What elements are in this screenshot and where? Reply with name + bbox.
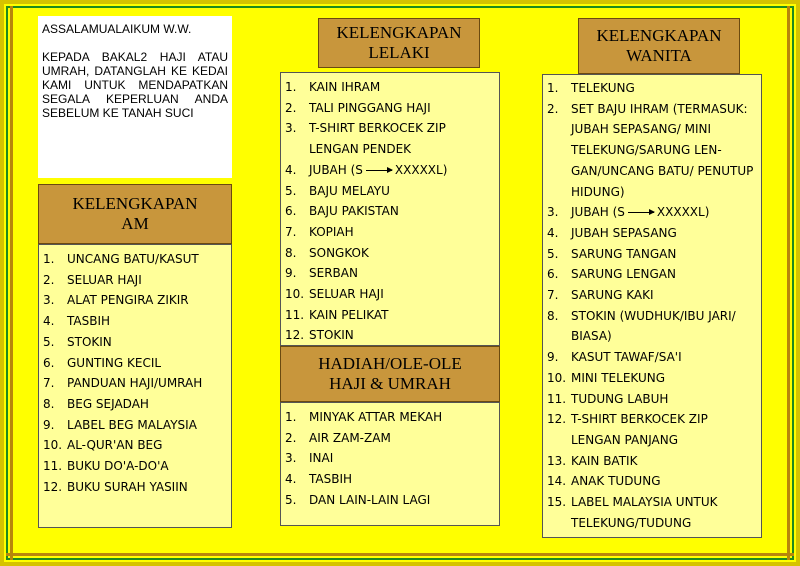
wanita-item-number: 9. bbox=[547, 350, 559, 365]
am-title-line1: KELENGKAPAN bbox=[72, 194, 198, 213]
lelaki-title-line1: KELENGKAPAN bbox=[336, 23, 462, 42]
wanita-item-text: SET BAJU IHRAM (TERMASUK: JUBAH SEPASANG/ MINI TELEKUNG/SARUNG LEN-GAN/UNCANG BATU/ PENUTUP HIDUNG) bbox=[571, 101, 754, 199]
am-list-item bbox=[43, 456, 231, 477]
am-title-line2: AM bbox=[121, 214, 149, 233]
right-arrow-icon bbox=[366, 170, 392, 171]
lelaki-item-text: JUBAH (S bbox=[309, 162, 363, 177]
hadiah-item-number: 4. bbox=[285, 472, 297, 487]
lelaki-list-item bbox=[285, 325, 499, 346]
am-list-item bbox=[43, 311, 231, 332]
lelaki-item-number: 8. bbox=[285, 245, 297, 260]
am-item-number: 9. bbox=[43, 417, 55, 432]
lelaki-list-item bbox=[285, 243, 499, 264]
lelaki-item-text: KAIN IHRAM bbox=[309, 80, 381, 94]
am-item-text: TASBIH bbox=[67, 314, 111, 329]
wanita-item-text: MINI TELEKUNG bbox=[571, 370, 666, 385]
am-item-number: 7. bbox=[43, 376, 55, 391]
wanita-item-text: STOKIN (WUDHUK/IBU JARI/ BIASA) bbox=[571, 308, 736, 344]
lelaki-item-number: 10. bbox=[285, 287, 305, 302]
hadiah-title-line2: HAJI & UMRAH bbox=[329, 374, 451, 393]
wanita-item-number: 4. bbox=[547, 225, 559, 240]
wanita-list-item bbox=[547, 368, 755, 389]
am-item-text: BUKU SURAH YASIIN bbox=[67, 479, 188, 494]
am-list-item bbox=[43, 435, 231, 456]
wanita-item-number: 10. bbox=[547, 370, 567, 385]
lelaki-item-number: 7. bbox=[285, 224, 297, 239]
lelaki-item-text-end: XXXXXL) bbox=[394, 162, 448, 177]
am-list-item bbox=[43, 270, 231, 291]
wanita-list-item bbox=[547, 78, 755, 99]
wanita-item-text: ANAK TUDUNG bbox=[571, 474, 661, 489]
wanita-item-number: 2. bbox=[547, 101, 559, 116]
am-list-item bbox=[43, 415, 231, 436]
right-arrow-icon bbox=[628, 212, 654, 213]
wanita-list-item bbox=[547, 202, 755, 223]
lelaki-item-number: 4. bbox=[285, 162, 297, 177]
am-item-number: 10. bbox=[43, 438, 63, 453]
wanita-list-item bbox=[547, 471, 755, 492]
wanita-item-text: JUBAH SEPASANG bbox=[571, 225, 677, 240]
am-item-number: 12. bbox=[43, 479, 63, 494]
wanita-item-number: 8. bbox=[547, 308, 559, 323]
hadiah-item-number: 1. bbox=[285, 410, 297, 424]
wanita-title-line2: WANITA bbox=[626, 46, 692, 65]
wanita-item-number: 15. bbox=[547, 495, 567, 510]
lelaki-item-text: STOKIN bbox=[309, 328, 354, 343]
wanita-list-box bbox=[542, 74, 762, 538]
am-list bbox=[43, 249, 231, 497]
hadiah-title-line1: HADIAH/OLE-OLE bbox=[318, 354, 462, 373]
hadiah-item-text: INAI bbox=[309, 451, 334, 466]
hadiah-list bbox=[285, 407, 499, 511]
lelaki-list-item bbox=[285, 201, 499, 222]
lelaki-list-item bbox=[285, 98, 499, 119]
wanita-list-item bbox=[547, 285, 755, 306]
am-item-number: 11. bbox=[43, 459, 63, 474]
lelaki-list-item bbox=[285, 160, 499, 181]
hadiah-item-text: DAN LAIN-LAIN LAGI bbox=[309, 492, 431, 507]
lelaki-list-item bbox=[285, 305, 499, 326]
wanita-list-item bbox=[547, 244, 755, 265]
wanita-item-number: 11. bbox=[547, 391, 567, 406]
lelaki-item-text: BAJU PAKISTAN bbox=[309, 204, 399, 219]
lelaki-list-item bbox=[285, 222, 499, 243]
wanita-list-item bbox=[547, 389, 755, 410]
hadiah-list-item bbox=[285, 428, 499, 449]
am-list-item bbox=[43, 290, 231, 311]
lelaki-item-text: TALI PINGGANG HAJI bbox=[309, 100, 431, 115]
lelaki-title-line2: LELAKI bbox=[368, 43, 430, 62]
am-item-text: BEG SEJADAH bbox=[67, 396, 149, 411]
wanita-item-text: TELEKUNG bbox=[571, 81, 635, 95]
wanita-list-item bbox=[547, 451, 755, 472]
am-list-item bbox=[43, 332, 231, 353]
wanita-item-text-end: XXXXXL) bbox=[656, 205, 710, 220]
wanita-item-number: 14. bbox=[547, 474, 567, 489]
lelaki-item-number: 3. bbox=[285, 121, 297, 136]
lelaki-list-item bbox=[285, 181, 499, 202]
lelaki-list-item bbox=[285, 284, 499, 305]
am-item-text: UNCANG BATU/KASUT bbox=[67, 252, 199, 266]
wanita-item-number: 6. bbox=[547, 267, 559, 282]
am-item-number: 8. bbox=[43, 396, 55, 411]
wanita-list bbox=[547, 78, 755, 533]
lelaki-item-text: KOPIAH bbox=[309, 224, 354, 239]
wanita-item-text: JUBAH (S bbox=[571, 205, 625, 220]
wanita-item-text: KAIN BATIK bbox=[571, 453, 638, 468]
lelaki-item-number: 12. bbox=[285, 328, 305, 343]
am-list-item bbox=[43, 249, 231, 270]
wanita-list-item bbox=[547, 347, 755, 368]
am-item-number: 5. bbox=[43, 334, 55, 349]
wanita-list-item bbox=[547, 409, 755, 450]
wanita-item-text: T-SHIRT BERKOCEK ZIP LENGAN PANJANG bbox=[571, 412, 708, 447]
hadiah-item-number: 3. bbox=[285, 451, 297, 466]
lelaki-list-box bbox=[280, 72, 500, 346]
wanita-item-number: 12. bbox=[547, 412, 567, 427]
am-item-text: SELUAR HAJI bbox=[67, 272, 142, 287]
wanita-list-item bbox=[547, 306, 755, 347]
hadiah-list-box bbox=[280, 402, 500, 526]
wanita-list-item bbox=[547, 492, 755, 533]
hadiah-list-item bbox=[285, 469, 499, 490]
wanita-item-number: 5. bbox=[547, 246, 559, 261]
am-item-text: BUKU DO'A-DO'A bbox=[67, 459, 169, 474]
greeting-box bbox=[38, 16, 232, 178]
hadiah-item-text: MINYAK ATTAR MEKAH bbox=[309, 410, 443, 424]
lelaki-list bbox=[285, 77, 499, 346]
lelaki-item-number: 11. bbox=[285, 307, 305, 322]
wanita-item-text: KASUT TAWAF/SA'I bbox=[571, 350, 682, 365]
lelaki-item-number: 6. bbox=[285, 204, 297, 219]
lelaki-item-text: KAIN PELIKAT bbox=[309, 307, 389, 322]
am-item-number: 1. bbox=[43, 252, 55, 266]
lelaki-list-item bbox=[285, 118, 499, 159]
wanita-list-item bbox=[547, 223, 755, 244]
am-list-item bbox=[43, 477, 231, 498]
hadiah-header bbox=[280, 346, 500, 402]
wanita-item-number: 7. bbox=[547, 288, 559, 303]
lelaki-item-number: 9. bbox=[285, 266, 297, 281]
lelaki-item-text: T-SHIRT BERKOCEK ZIP LENGAN PENDEK bbox=[309, 121, 446, 157]
brown-frame-right bbox=[787, 6, 790, 560]
wanita-item-text: SARUNG LENGAN bbox=[571, 267, 676, 282]
hadiah-list-item bbox=[285, 448, 499, 469]
am-list-box bbox=[38, 244, 232, 528]
hadiah-item-text: TASBIH bbox=[309, 472, 353, 487]
am-item-text: PANDUAN HAJI/UMRAH bbox=[67, 376, 203, 391]
am-header bbox=[38, 184, 232, 244]
lelaki-list-item bbox=[285, 77, 499, 98]
lelaki-item-number: 2. bbox=[285, 100, 297, 115]
lelaki-header bbox=[318, 18, 480, 68]
lelaki-item-number: 1. bbox=[285, 80, 297, 94]
wanita-list-item bbox=[547, 264, 755, 285]
wanita-item-text: TUDUNG LABUH bbox=[571, 391, 669, 406]
hadiah-item-number: 5. bbox=[285, 492, 297, 507]
lelaki-list-item bbox=[285, 263, 499, 284]
wanita-item-number: 13. bbox=[547, 453, 567, 468]
am-item-number: 6. bbox=[43, 355, 55, 370]
wanita-item-number: 1. bbox=[547, 81, 559, 95]
am-list-item bbox=[43, 353, 231, 374]
am-item-text: STOKIN bbox=[67, 334, 112, 349]
greeting-salam: ASSALAMUALAIKUM W.W. bbox=[42, 22, 192, 36]
am-item-number: 2. bbox=[43, 272, 55, 287]
lelaki-item-text: SERBAN bbox=[309, 266, 358, 281]
am-item-text: LABEL BEG MALAYSIA bbox=[67, 417, 197, 432]
wanita-list-item bbox=[547, 99, 755, 203]
am-item-number: 4. bbox=[43, 314, 55, 329]
am-item-text: ALAT PENGIRA ZIKIR bbox=[67, 293, 189, 308]
am-item-text: GUNTING KECIL bbox=[67, 355, 162, 370]
hadiah-list-item bbox=[285, 490, 499, 511]
hadiah-item-text: AIR ZAM-ZAM bbox=[309, 430, 391, 445]
lelaki-item-text: SONGKOK bbox=[309, 245, 369, 260]
am-item-number: 3. bbox=[43, 293, 55, 308]
lelaki-item-text: BAJU MELAYU bbox=[309, 183, 390, 198]
am-list-item bbox=[43, 394, 231, 415]
hadiah-item-number: 2. bbox=[285, 430, 297, 445]
wanita-title-line1: KELENGKAPAN bbox=[596, 26, 722, 45]
lelaki-item-text: SELUAR HAJI bbox=[309, 287, 384, 302]
lelaki-item-number: 5. bbox=[285, 183, 297, 198]
am-list-item bbox=[43, 373, 231, 394]
wanita-item-number: 3. bbox=[547, 205, 559, 220]
wanita-item-text: SARUNG KAKI bbox=[571, 288, 654, 303]
hadiah-list-item bbox=[285, 407, 499, 428]
greeting-message: KEPADA BAKAL2 HAJI ATAU UMRAH, DATANGLAH KE KEDAI KAMI UNTUK MENDAPATKAN SEGALA KEPERLUAN ANDA SEBELUM KE TANAH SUCI bbox=[42, 50, 228, 120]
am-item-text: AL-QUR'AN BEG bbox=[67, 438, 163, 453]
wanita-item-text: SARUNG TANGAN bbox=[571, 246, 677, 261]
brown-frame-bottom bbox=[6, 553, 794, 556]
wanita-item-text: LABEL MALAYSIA UNTUK TELEKUNG/TUDUNG bbox=[571, 495, 718, 530]
wanita-header bbox=[578, 18, 740, 74]
brown-frame-left bbox=[10, 6, 13, 560]
